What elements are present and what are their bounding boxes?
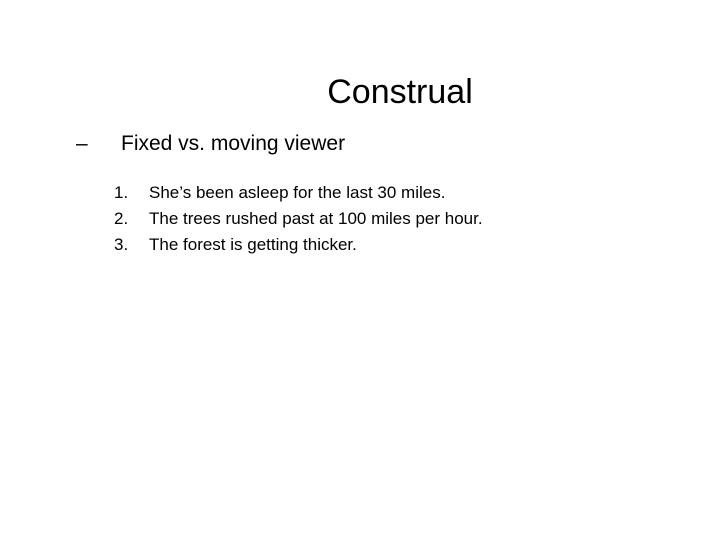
slide-title (0, 72, 720, 112)
slide-title-text: Construal (327, 73, 473, 111)
example-list (0, 180, 720, 258)
example-item (0, 206, 720, 232)
example-number: 3. (114, 235, 129, 254)
example-number: 1. (114, 183, 129, 202)
bullet-text: Fixed vs. moving viewer (121, 132, 346, 155)
example-number: 2. (114, 209, 129, 228)
bullet-marker: – (76, 132, 88, 155)
example-item (0, 180, 720, 206)
example-item (0, 232, 720, 258)
example-text: She’s been asleep for the last 30 miles. (149, 183, 446, 202)
example-text: The trees rushed past at 100 miles per hour. (149, 209, 483, 228)
bullet-item (0, 129, 720, 161)
example-text: The forest is getting thicker. (149, 235, 357, 254)
